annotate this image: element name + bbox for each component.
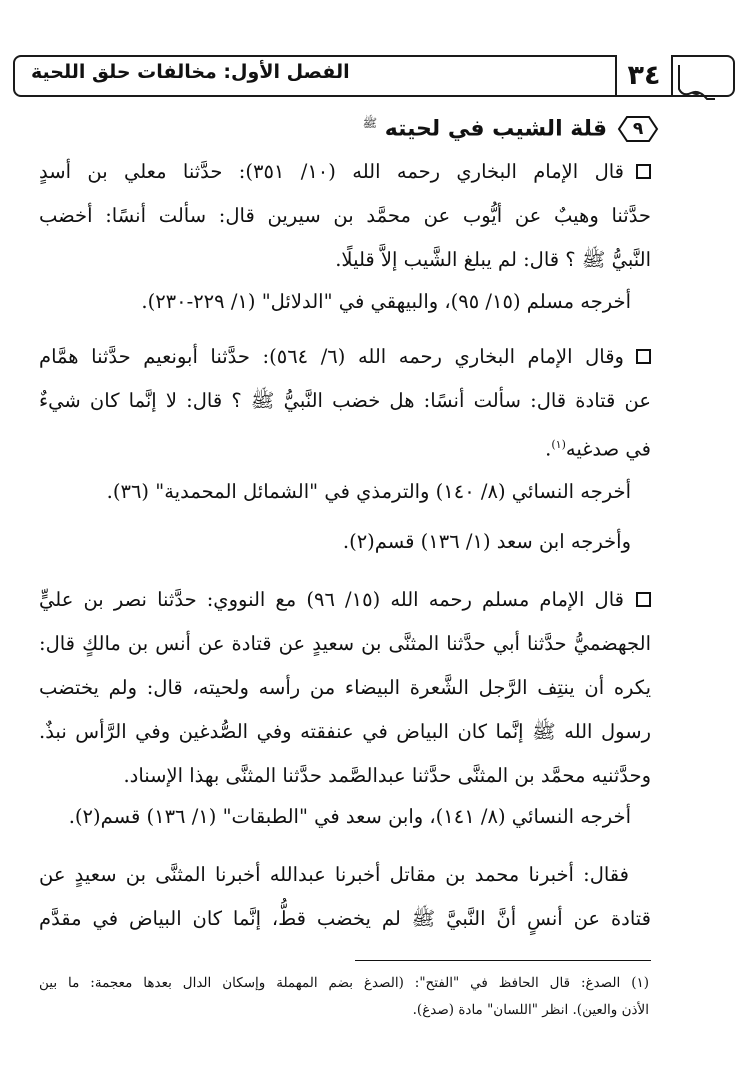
section-heading (363, 112, 659, 146)
text-line: عن قتادة قال: سألت أنسًا: هل خضب النَّبيُّ ﷺ ؟ قال: لا إنَّما كان شيءٌ (39, 389, 651, 412)
chapter-title: الفصل الأول: مخالفات حلق اللحية (31, 61, 350, 83)
text-line: يكره أن ينتِف الرَّجل الشَّعرة البيضاء من رأسه ولحيته، قال: ولم يختضب (39, 676, 651, 699)
reference-line: أخرجه النسائي (٨/ ١٤١)، وابن سعد في "الطبقات" (١/ ١٣٦) قسم(٢). (68, 805, 631, 828)
page-number: ٣٤ (615, 55, 673, 95)
footnote-divider (355, 960, 651, 961)
footnote (39, 970, 649, 1024)
square-bullet-icon (636, 349, 651, 364)
text-line: فقال: أخبرنا محمد بن مقاتل أخبرنا عبدالله أخبرنا المثنَّى بن سعيدٍ عن (39, 863, 629, 886)
hadith-paragraph-1 (39, 150, 651, 282)
text-line: النَّبيُّ ﷺ ؟ قال: لم يبلغ الشَّيب إلاَّ قليلًا. (335, 248, 651, 271)
square-bullet-icon (636, 164, 651, 179)
page-curl-icon (677, 63, 717, 101)
hadith-paragraph-4 (39, 853, 651, 941)
text-line: رسول الله ﷺ إنَّما كان البياض في عنفقته وفي الصُّدغين وفي الرَّأس نبذٌ. (39, 720, 651, 743)
hadith-paragraph-2 (39, 335, 651, 472)
footnote-line: الأذن والعين). انظر "اللسان" مادة (صدغ). (412, 1002, 649, 1018)
reference-line: وأخرجه ابن سعد (١/ ١٣٦) قسم(٢). (342, 530, 631, 553)
section-title: قلة الشيب في لحيته $^ﷺ$ (362, 116, 607, 142)
text-line: وحدَّثنيه محمَّد بن المثنَّى حدَّثنا عبدالصَّمد حدَّثنا المثنَّى بهذا الإسناد. (123, 764, 651, 787)
honorific-glyph: ﷺ (362, 116, 378, 131)
text-line: في صدغيه$^{(١)}$. (545, 437, 651, 461)
reference-line: أخرجه النسائي (٨/ ١٤٠) والترمذي في "الشمائل المحمدية" (٣٦). (106, 480, 631, 503)
footnote-marker: (١) (551, 438, 566, 451)
text-line: قتادة عن أنسٍ أنَّ النَّبيَّ ﷺ لم يخضب قطُّ، إنَّما كان البياض في مقدَّم (39, 907, 651, 930)
hadith-paragraph-3 (39, 578, 651, 798)
text-line: قال الإمام مسلم رحمه الله (١٥/ ٩٦) مع النووي: حدَّثنا نصر بن عليٍّ (39, 578, 651, 622)
text-line: الجهضميُّ حدَّثنا أبي حدَّثنا المثنَّى بن سعيدٍ عن قتادة عن أنس بن مالكٍ قال: (39, 632, 651, 655)
square-bullet-icon (636, 592, 651, 607)
running-header (13, 55, 735, 97)
reference-line: أخرجه مسلم (١٥/ ٩٥)، والبيهقي في "الدلائل" (١/ ٢٢٩-٢٣٠). (141, 290, 631, 313)
text-line: وقال الإمام البخاري رحمه الله (٦/ ٥٦٤): حدَّثنا أبونعيم حدَّثنا همَّام (39, 335, 651, 379)
footnote-line: (١) الصدغ: قال الحافظ في "الفتح": (الصدغ بضم المهملة وإسكان الدال بعدها معجمة: ما بين (39, 975, 650, 991)
section-number: ٩ (632, 119, 644, 139)
footnote-number: (١) (631, 975, 650, 991)
text-line: قال الإمام البخاري رحمه الله (١٠/ ٣٥١): حدَّثنا معلي بن أسدٍ (39, 150, 651, 194)
text-line: حدَّثنا وهيبٌ عن أيُّوب عن محمَّد بن سيرين قال: سألت أنسًا: أخضب (39, 204, 651, 227)
section-number-badge (617, 115, 659, 143)
